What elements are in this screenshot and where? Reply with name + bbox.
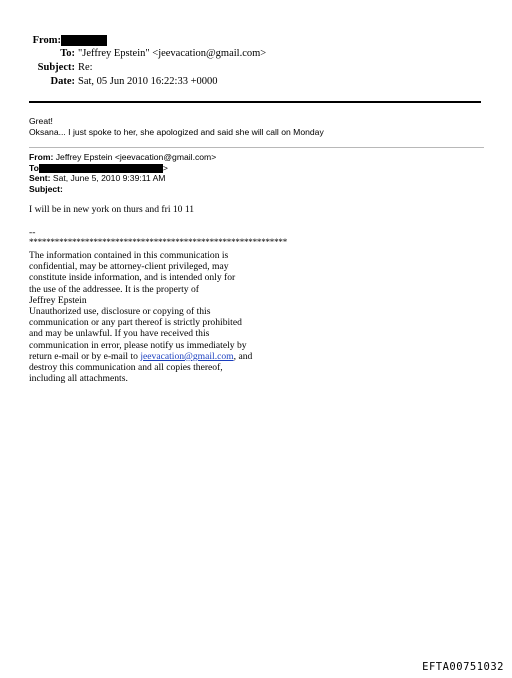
disclaimer-line: The information contained in this communication is (29, 250, 229, 261)
reply-line-2: Oksana... I just spoke to her, she apologized and said she will call on Monday (29, 127, 324, 137)
disclaimer-line-link (29, 351, 252, 362)
forwarded-header (29, 152, 216, 194)
header-divider (29, 101, 481, 103)
quote-divider (29, 147, 484, 148)
disclaimer-link-prefix: return e-mail or by e-mail to (29, 350, 141, 362)
disclaimer-line: and may be unlawful. If you have received this (29, 328, 210, 340)
fwd-sent-value: Sat, June 5, 2010 9:39:11 AM (52, 173, 166, 183)
fwd-subject-row (29, 184, 216, 195)
disclaimer-line: communication or any part thereof is strictly prohibited (29, 317, 242, 329)
disclaimer-line: constitute inside information, and is intended only for (29, 272, 236, 284)
reply-body (29, 116, 324, 138)
date-value: Sat, 05 Jun 2010 16:22:33 +0000 (78, 76, 218, 87)
forwarded-message: I will be in new york on thurs and fri 10 11 (29, 204, 195, 215)
email-link[interactable]: jeevacation@gmail.com (140, 350, 234, 362)
fwd-to-label: To (29, 162, 39, 173)
document-id: EFTA00751032 (422, 661, 504, 673)
disclaimer-line: confidential, may be attorney-client privileged, may (29, 261, 229, 273)
disclaimer-link-suffix: , and (233, 350, 253, 362)
fwd-from-row (29, 152, 216, 163)
subject-value: Re: (78, 62, 93, 73)
subject-label: Subject: (37, 62, 75, 73)
disclaimer-line: destroy this communication and all copies thereof, (29, 362, 223, 374)
from-label: From: (32, 35, 61, 46)
disclaimer-line: the use of the addressee. It is the property of (29, 283, 199, 295)
fwd-subject-label: Subject: (29, 183, 63, 194)
disclaimer-line: Jeffrey Epstein (29, 294, 87, 306)
reply-line-1: Great! (29, 116, 53, 126)
disclaimer-line: Unauthorized use, disclosure or copying of this (29, 306, 211, 318)
disclaimer-line: including all attachments. (29, 373, 128, 385)
fwd-sent-row (29, 173, 216, 184)
to-label: To: (60, 48, 75, 59)
disclaimer (29, 250, 252, 384)
asterisk-rule: ************************************************************ (29, 237, 288, 247)
fwd-to-redaction (39, 164, 163, 173)
fwd-sent-label: Sent: (29, 173, 51, 183)
disclaimer-line: communication in error, please notify us immediately by (29, 339, 247, 351)
date-label: Date: (50, 76, 75, 87)
signature-dash: -- (29, 227, 36, 238)
to-value: "Jeffrey Epstein" <jeevacation@gmail.com> (78, 48, 267, 59)
fwd-from-label: From: (29, 152, 54, 162)
fwd-to-suffix: > (162, 162, 168, 173)
fwd-to-row (29, 163, 216, 174)
fwd-from-value: Jeffrey Epstein <jeevacation@gmail.com> (55, 152, 217, 162)
